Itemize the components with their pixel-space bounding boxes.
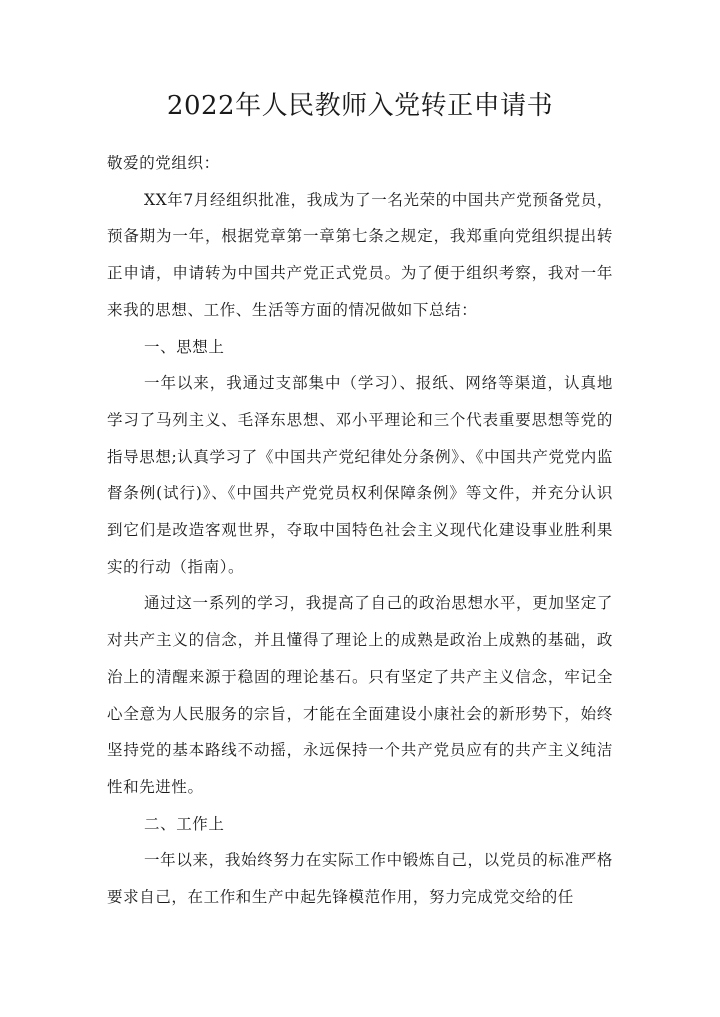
section-heading-work: 二、工作上: [144, 814, 225, 833]
section-heading-thought: 一、思想上: [144, 337, 225, 356]
document-body: [107, 145, 613, 916]
paragraph-thought-study: 一年以来，我通过支部集中（学习）、报纸、网络等渠道，认真地学习了马列主义、毛泽东思想、邓小平理论和三个代表重要思想等党的指导思想;认真学习了《中国共产党纪律处分条例》、《中国共产党党内监督条例(试行)》、《中国共产党党员权利保障条例》等文件，并充分认识到它们是改造客观世界，夺取中国特色社会主义现代化建设事业胜利果实的行动（指南）。: [107, 374, 613, 576]
paragraph-thought-belief: 通过这一系列的学习，我提高了自己的政治思想水平，更加坚定了对共产主义的信念，并且懂得了理论上的成熟是政治上成熟的基础，政治上的清醒来源于稳固的理论基石。只有坚定了共产主义信念，牢记全心全意为人民服务的宗旨，才能在全面建设小康社会的新形势下，始终坚持党的基本路线不动摇，永远保持一个共产党员应有的共产主义纯洁性和先进性。: [107, 594, 613, 796]
salutation: 敬爱的党组织：: [107, 154, 220, 172]
paragraph-intro: XX年7月经组织批准，我成为了一名光荣的中国共产党预备党员，预备期为一年，根据党章第一章第七条之规定，我郑重向党组织提出转正申请，申请转为中国共产党正式党员。为了便于组织考察，我对一年来我的思想、工作、生活等方面的情况做如下总结：: [107, 190, 613, 319]
document-title: 2022年人民教师入党转正申请书: [166, 91, 554, 121]
paragraph-work: 一年以来，我始终努力在实际工作中锻炼自己，以党员的标准严格要求自己，在工作和生产中起先锋模范作用，努力完成党交给的任: [107, 851, 613, 907]
